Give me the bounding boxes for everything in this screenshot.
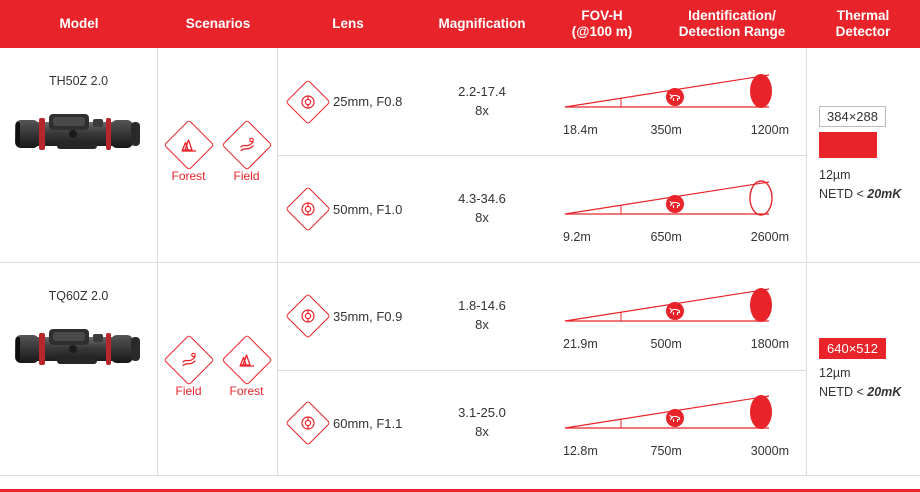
detector-resolution: 384×288 [819, 106, 886, 127]
scenarios-cell-2 [158, 263, 278, 476]
thermal-scope-image-2 [13, 315, 145, 379]
header-cell-model [0, 0, 158, 48]
model-block-1 [0, 48, 920, 262]
fov-value: 21.9m [563, 337, 598, 352]
detector-netd [819, 185, 901, 204]
header-label-fov-line2: (@100 m) [571, 24, 633, 39]
detection-value: 1200m [750, 122, 789, 137]
header-cell-detector [806, 0, 920, 48]
range-diagram [561, 388, 791, 442]
detector-swatch [819, 132, 877, 158]
lens-rows-2 [278, 263, 806, 476]
lens-cell [278, 48, 418, 155]
forest-icon [163, 120, 214, 171]
identification-value: 350m [650, 122, 682, 137]
header-label-scenarios: Scenarios [185, 16, 251, 32]
identification-value: 650m [650, 230, 682, 244]
lens-row [278, 370, 806, 477]
header-cell-fov [546, 0, 658, 48]
header-label-model: Model [59, 16, 99, 32]
field-icon [221, 120, 272, 171]
identification-value: 750m [650, 444, 682, 459]
range-cell [546, 263, 806, 370]
lens-cell [278, 371, 418, 477]
range-cell [546, 156, 806, 262]
table-body [0, 48, 920, 476]
lens-row [278, 155, 806, 262]
detection-value: 2600m [750, 230, 789, 244]
header-label-magnification: Magnification [438, 16, 526, 32]
magnification-zoom: 8x [475, 317, 489, 333]
scenario-item [163, 342, 215, 398]
header-label-detector-line2: Detector [835, 24, 891, 39]
table-header-row [0, 0, 920, 48]
lens-cell [278, 263, 418, 370]
range-diagram [561, 67, 791, 121]
lens-icon [285, 79, 330, 124]
lens-icon [285, 294, 330, 339]
detector-netd-prefix: NETD < [819, 187, 868, 201]
model-cell-2 [0, 263, 158, 476]
magnification-range: 4.3-34.6 [458, 191, 506, 207]
forest-icon [221, 334, 272, 385]
lens-label: 25mm, F0.8 [333, 94, 403, 109]
lens-label: 50mm, F1.0 [333, 201, 403, 217]
scenario-label: Forest [229, 383, 264, 398]
scenario-label: Forest [171, 169, 206, 183]
scenario-item [221, 127, 273, 183]
lens-rows-1 [278, 48, 806, 262]
range-label-row [561, 123, 791, 137]
lens-icon [285, 401, 330, 446]
lens-cell [278, 156, 418, 262]
header-label-lens: Lens [332, 16, 364, 32]
magnification-range: 1.8-14.6 [458, 298, 506, 314]
magnification-range: 2.2-17.4 [458, 83, 506, 99]
detector-resolution: 640×512 [819, 338, 886, 359]
range-diagram [561, 174, 791, 228]
model-block-2 [0, 262, 920, 476]
model-name: TH50Z 2.0 [48, 74, 109, 88]
range-cell [546, 48, 806, 155]
range-label-row [561, 337, 791, 351]
magnification-zoom: 8x [475, 102, 489, 118]
scenarios-cell-1 [158, 48, 278, 262]
header-cell-magnification [418, 0, 546, 48]
magnification-range: 3.1-25.0 [458, 405, 506, 421]
magnification-cell [418, 48, 546, 155]
magnification-cell [418, 263, 546, 370]
detector-pixel-pitch: 12µm [819, 365, 851, 380]
bottom-accent-stripe [0, 475, 920, 492]
lens-icon [285, 186, 330, 231]
magnification-zoom: 8x [475, 424, 489, 440]
detector-netd-prefix: NETD < [819, 384, 868, 399]
magnification-cell [418, 371, 546, 477]
header-cell-range [658, 0, 806, 48]
fov-value: 18.4m [563, 122, 598, 137]
scenario-item [221, 342, 273, 398]
range-cell [546, 371, 806, 477]
fov-value: 12.8m [563, 444, 598, 459]
range-label-row [561, 230, 791, 244]
thermal-scope-image-1 [13, 100, 145, 164]
header-label-detector-line1: Thermal [836, 8, 890, 24]
lens-row [278, 263, 806, 370]
identification-value: 500m [650, 337, 682, 352]
magnification-cell [418, 156, 546, 262]
magnification-zoom: 8x [475, 210, 489, 225]
detector-pixel-pitch: 12µm [819, 168, 851, 183]
scenario-label: Field [175, 383, 202, 398]
lens-label: 35mm, F0.9 [333, 308, 403, 324]
range-diagram [561, 281, 791, 335]
header-label-fov-line1: FOV-H [581, 8, 623, 24]
detection-value: 3000m [750, 444, 789, 459]
lens-row [278, 48, 806, 155]
detector-netd [819, 383, 901, 402]
model-name: TQ60Z 2.0 [48, 289, 109, 303]
model-cell-1 [0, 48, 158, 262]
range-label-row [561, 444, 791, 458]
detector-cell-2 [806, 263, 920, 476]
detector-netd-value: 20mK [867, 384, 902, 399]
header-label-range-line2: Detection Range [678, 24, 786, 39]
detector-cell-1 [806, 48, 920, 262]
header-label-range-line1: Identification/ [688, 8, 776, 24]
header-cell-lens [278, 0, 418, 48]
header-cell-scenarios [158, 0, 278, 48]
detector-netd-value: 20mK [867, 187, 902, 201]
detection-value: 1800m [750, 337, 789, 352]
field-icon [163, 334, 214, 385]
fov-value: 9.2m [563, 230, 591, 244]
lens-label: 60mm, F1.1 [333, 415, 403, 431]
scenario-label: Field [233, 169, 260, 183]
scenario-item [163, 127, 215, 183]
